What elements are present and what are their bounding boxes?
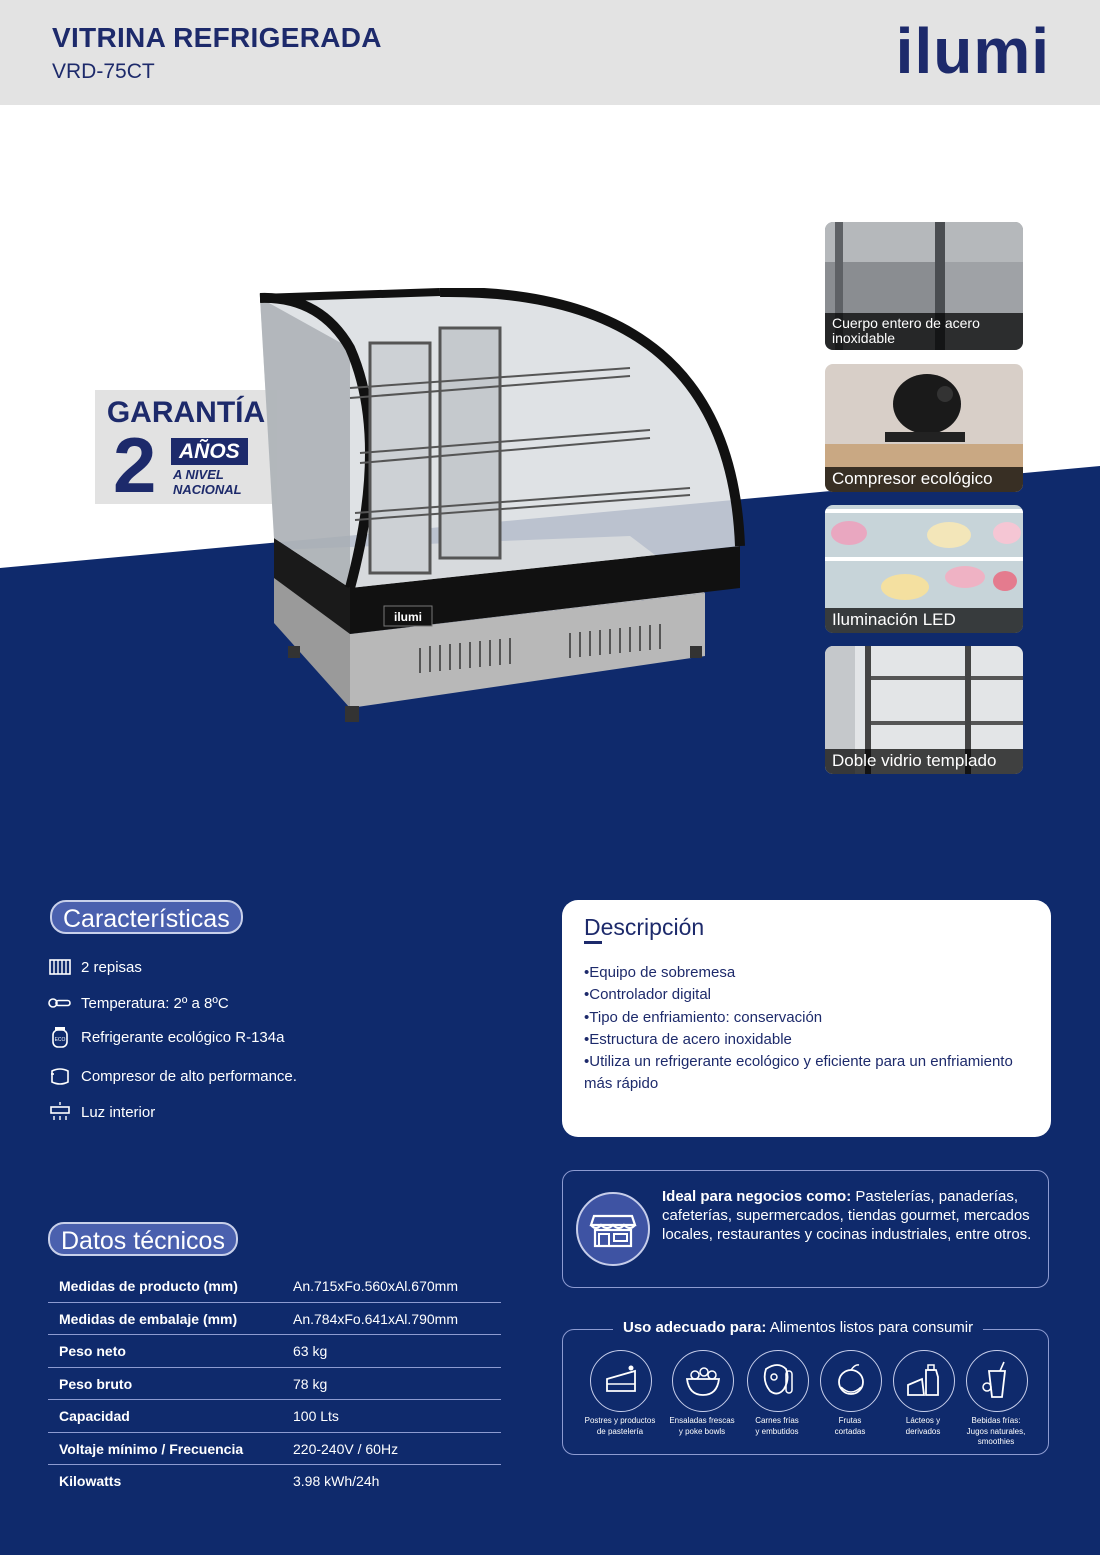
table-row — [48, 1368, 501, 1401]
product-image — [250, 288, 760, 728]
uso-label-dairy — [883, 1416, 963, 1437]
feature-tempered-glass — [825, 646, 1023, 774]
ideal-business-list: Pastelerías, panaderías, cafeterías, supermercados, tiendas gourmet, mercados locales, restaurantes y cocinas industriales, entre otros. — [662, 1188, 1032, 1243]
table-label: Peso neto — [59, 1343, 126, 1359]
table-value: 78 kg — [293, 1375, 328, 1392]
warranty-scope — [173, 467, 242, 497]
feature-stainless-steel — [825, 222, 1023, 350]
table-label: Peso bruto — [59, 1375, 133, 1392]
model-code: VRD-75CT — [52, 60, 155, 83]
description-underline — [584, 941, 602, 944]
characteristic-temperature — [48, 992, 229, 1014]
eco-gas-icon — [48, 1026, 72, 1048]
uso-label-line: derivados — [905, 1426, 941, 1436]
feature-compressor-caption: Compresor ecológico — [825, 467, 1023, 492]
salad-icon — [672, 1350, 734, 1412]
uso-label-line: Lácteos y — [905, 1416, 941, 1425]
table-row — [48, 1270, 501, 1303]
description-item: •Estructura de acero inoxidable — [584, 1030, 792, 1048]
uso-label-line: de pastelería — [596, 1426, 644, 1436]
uso-label-drinks — [956, 1416, 1036, 1448]
uso-label-line: Ensaladas frescas — [669, 1416, 735, 1425]
drink-icon — [966, 1350, 1028, 1412]
uso-label-line: Carnes frías — [755, 1416, 799, 1425]
warranty-scope-line1: A NIVEL — [173, 467, 224, 482]
uso-label-desserts — [580, 1416, 660, 1437]
thermometer-icon — [48, 992, 72, 1014]
feature-led-lighting-caption: Iluminación LED — [825, 608, 1023, 633]
uso-label-line: cortadas — [834, 1426, 866, 1436]
storefront-icon — [578, 1194, 648, 1264]
uso-label-line: y embutidos — [755, 1426, 799, 1436]
technical-table — [48, 1270, 501, 1498]
table-value: An.715xFo.560xAl.670mm — [293, 1278, 458, 1294]
ideal-business-text — [662, 1187, 1042, 1244]
light-icon — [48, 1101, 72, 1123]
characteristic-refrigerant — [48, 1026, 284, 1048]
warranty-title: GARANTÍA — [106, 396, 266, 429]
description-item: •Equipo de sobremesa — [584, 964, 736, 981]
uso-label-line: Postres y productos — [584, 1416, 656, 1425]
table-label: Voltaje mínimo / Frecuencia — [59, 1440, 244, 1457]
meat-icon — [747, 1350, 809, 1412]
ideal-business-lead: Ideal para negocios como: — [662, 1188, 852, 1205]
table-row — [48, 1433, 501, 1466]
table-value: 100 Lts — [293, 1408, 339, 1424]
table-value: 63 kg — [293, 1343, 328, 1359]
product-brand-badge: ilumi — [393, 610, 423, 624]
uso-label-line: y poke bowls — [678, 1426, 726, 1436]
uso-label-meats — [737, 1416, 817, 1437]
feature-led-lighting — [825, 505, 1023, 633]
uso-label-line: smoothies — [977, 1437, 1015, 1446]
cake-icon — [590, 1350, 652, 1412]
characteristic-refrigerant-text: Refrigerante ecológico R-134a — [81, 1028, 285, 1046]
compressor-icon — [48, 1065, 72, 1087]
shelves-icon — [48, 956, 72, 978]
ideal-icon-circle — [576, 1192, 650, 1266]
description-list — [584, 962, 1024, 1096]
brand-logo: ilumi — [895, 15, 1050, 87]
table-label: Medidas de producto (mm) — [59, 1278, 238, 1294]
description-item: •Utiliza un refrigerante ecológico y eficiente para un enfriamiento más rápido — [584, 1053, 1013, 1093]
uso-label-line: Jugos naturales, — [966, 1426, 1026, 1436]
characteristics-heading: Características — [50, 900, 243, 934]
warranty-years-number: 2 — [113, 421, 157, 509]
characteristic-shelves-text: 2 repisas — [81, 958, 142, 976]
svg-text:ECO: ECO — [54, 1037, 66, 1043]
uso-label-salads — [662, 1416, 742, 1437]
characteristic-compressor-text: Compresor de alto performance. — [81, 1067, 297, 1085]
table-label: Capacidad — [59, 1408, 130, 1424]
table-row — [48, 1465, 501, 1498]
characteristic-compressor — [48, 1065, 297, 1087]
warranty-years-unit: AÑOS — [171, 438, 248, 465]
suitable-use-text: Alimentos listos para consumir — [766, 1319, 974, 1336]
page-title: VITRINA REFRIGERADA — [52, 22, 382, 53]
technical-heading: Datos técnicos — [48, 1222, 238, 1256]
table-value: 220-240V / 60Hz — [293, 1440, 399, 1457]
feature-compressor — [825, 364, 1023, 492]
uso-label-fruits — [810, 1416, 890, 1437]
table-row — [48, 1303, 501, 1336]
characteristic-temperature-text: Temperatura: 2º a 8ºC — [81, 994, 229, 1012]
feature-tempered-glass-caption: Doble vidrio templado — [825, 749, 1023, 774]
table-value: An.784xFo.641xAl.790mm — [293, 1310, 458, 1327]
characteristic-shelves — [48, 956, 142, 978]
table-label: Kilowatts — [59, 1473, 122, 1489]
table-label: Medidas de embalaje (mm) — [59, 1310, 238, 1327]
characteristic-light — [48, 1101, 155, 1123]
table-row — [48, 1335, 501, 1368]
dairy-icon — [893, 1350, 955, 1412]
fruit-icon — [820, 1350, 882, 1412]
table-row — [48, 1400, 501, 1433]
table-value: 3.98 kWh/24h — [293, 1473, 380, 1489]
suitable-use-heading — [613, 1317, 983, 1339]
characteristic-light-text: Luz interior — [81, 1103, 156, 1121]
description-item: •Controlador digital — [584, 986, 711, 1004]
description-item: •Tipo de enfriamiento: conservación — [584, 1008, 823, 1026]
description-card — [562, 900, 1051, 1137]
ideal-business-card — [562, 1170, 1049, 1288]
header-bar — [0, 0, 1100, 105]
uso-label-line: Frutas — [838, 1416, 862, 1425]
description-heading: Descripción — [584, 914, 705, 940]
uso-label-line: Bebidas frías: — [971, 1416, 1021, 1425]
warranty-scope-line2: NACIONAL — [173, 482, 242, 497]
feature-stainless-steel-caption: Cuerpo entero de acero inoxidable — [825, 313, 1023, 350]
suitable-use-lead: Uso adecuado para: — [623, 1319, 767, 1336]
